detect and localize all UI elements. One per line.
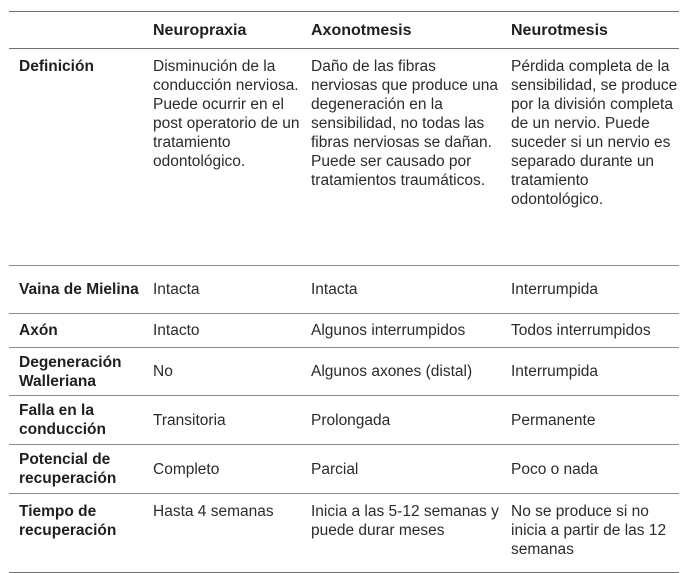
nerve-injury-table (9, 11, 679, 573)
row-label-tiempo: Tiempo de recuperación (19, 503, 117, 539)
cell-definicion-neurotmesis: Pérdida completa de la sensibilidad, se produce por la división completa de un nervio. Puede suceder si un nervio es separado durante un tratamiento odontológico. (511, 58, 678, 208)
header-row (9, 12, 679, 49)
cell-vaina-axonotmesis: Intacta (311, 281, 358, 298)
cell-definicion-neuropraxia: Disminución de la conducción nerviosa. Puede ocurrir en el post operatorio de un tratamiento odontológico. (153, 58, 300, 170)
row-label-axon: Axón (19, 322, 58, 339)
cell-tiempo-neurotmesis: No se produce si no inicia a partir de las 12 semanas (511, 503, 667, 558)
cell-falla-neuropraxia: Transitoria (153, 411, 226, 429)
cell-vaina-neuropraxia: Intacta (153, 281, 200, 298)
table-row (9, 348, 679, 396)
cell-axon-neuropraxia: Intacto (153, 322, 200, 339)
cell-potencial-neurotmesis: Poco o nada (511, 460, 599, 478)
table-row (9, 494, 679, 573)
table-row (9, 314, 679, 348)
table-row (9, 445, 679, 494)
table-row (9, 49, 679, 266)
cell-definicion-axonotmesis: Daño de las fibras nerviosas que produce una degeneración en la sensibilidad, no todas las fibras nerviosas se dañan. Puede ser causado por tratamientos traumáticos. (311, 58, 498, 189)
row-label-falla: Falla en la conducción (19, 402, 106, 438)
header-axonotmesis: Axonotmesis (311, 21, 412, 39)
row-label-vaina: Vaina de Mielina (19, 281, 139, 298)
header-neurotmesis: Neurotmesis (511, 21, 608, 39)
cell-potencial-neuropraxia: Completo (153, 460, 220, 478)
cell-vaina-neurotmesis: Interrumpida (511, 281, 599, 298)
cell-tiempo-axonotmesis: Inicia a las 5-12 semanas y puede durar meses (311, 503, 499, 539)
cell-axon-neurotmesis: Todos interrumpidos (511, 322, 651, 339)
table-row (9, 396, 679, 445)
cell-tiempo-neuropraxia: Hasta 4 semanas (153, 503, 274, 520)
row-label-potencial: Potencial de recuperación (19, 451, 117, 487)
row-label-degeneracion: Degeneración Walleriana (19, 353, 122, 390)
header-empty (9, 12, 143, 49)
cell-degeneracion-axonotmesis: Algunos axones (distal) (311, 363, 473, 380)
cell-falla-neurotmesis: Permanente (511, 411, 596, 429)
cell-degeneracion-neuropraxia: No (153, 363, 173, 380)
cell-axon-axonotmesis: Algunos interrumpidos (311, 322, 466, 339)
table-row (9, 266, 679, 314)
header-neuropraxia: Neuropraxia (153, 21, 247, 39)
cell-falla-axonotmesis: Prolongada (311, 411, 391, 429)
cell-degeneracion-neurotmesis: Interrumpida (511, 363, 599, 380)
cell-potencial-axonotmesis: Parcial (311, 460, 359, 478)
row-label-definicion: Definición (19, 58, 94, 75)
